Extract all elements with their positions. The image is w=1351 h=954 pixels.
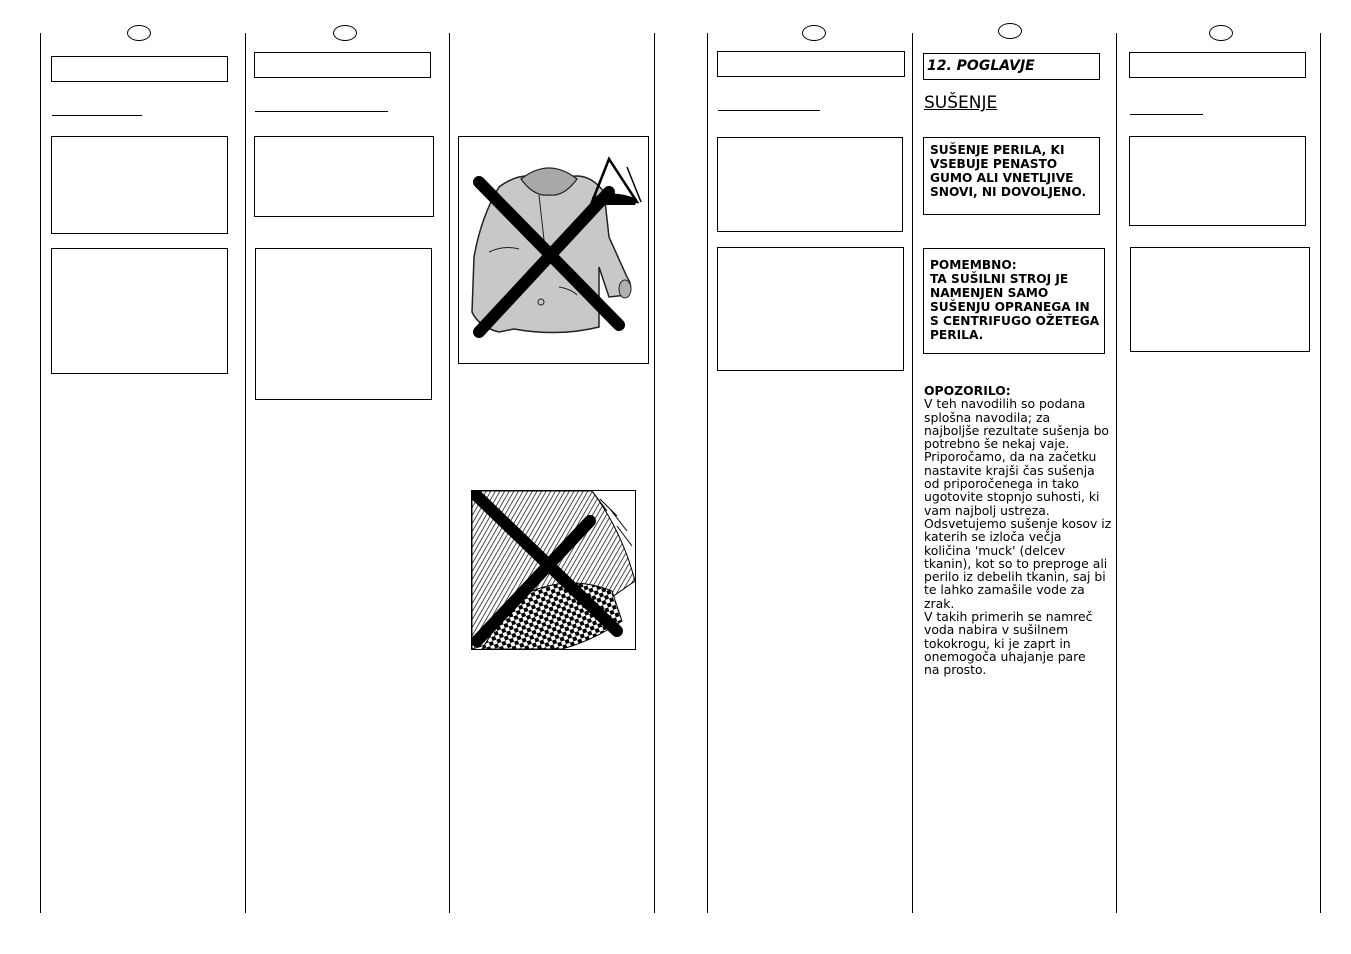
- chapter-box-empty: [51, 56, 228, 82]
- warning-line: na prosto.: [924, 662, 987, 678]
- warning-line: te lahko zamašile vode za: [924, 582, 1085, 598]
- notice-box-empty: [1129, 136, 1306, 226]
- column-divider: [654, 33, 655, 913]
- notice-box-empty: [254, 136, 434, 217]
- warning-line: splošna navodila; za: [924, 409, 1051, 425]
- warning-line: onemogoča uhajanje pare: [924, 648, 1086, 664]
- foam-rubber-notice: [923, 137, 1100, 215]
- column-divider: [1116, 33, 1117, 913]
- warning-line: vam najbolj ustreza.: [924, 502, 1050, 518]
- warning-line: od priporočenega in tako: [924, 476, 1079, 492]
- warning-line: voda nabira v sušilnem: [924, 622, 1069, 638]
- notice-line: PERILA.: [930, 328, 984, 342]
- chapter-box-empty: [717, 51, 905, 77]
- chapter-box-empty: [1129, 52, 1306, 78]
- column-divider: [912, 33, 913, 913]
- column-divider: [245, 33, 246, 913]
- warning-line: katerih se izloča večja: [924, 529, 1062, 545]
- heading-underline: [52, 115, 142, 116]
- column-divider: [449, 33, 450, 913]
- notice-box-empty: [51, 136, 228, 234]
- warning-text: [924, 384, 1110, 677]
- chapter-label: 12. POGLAVJE: [923, 53, 1100, 80]
- language-oval: [998, 23, 1022, 39]
- notice-line: SUŠENJU OPRANEGA IN: [930, 300, 1090, 314]
- no-rug-icon: [472, 491, 635, 649]
- warning-line: tokokrogu, ki je zaprt in: [924, 635, 1071, 651]
- notice-line: TA SUŠILNI STROJ JE: [930, 272, 1069, 286]
- heading-underline: [1130, 114, 1203, 115]
- warning-line: količina 'muck' (delcev: [924, 542, 1066, 558]
- warning-line: tkanin), kot so to preproge ali: [924, 555, 1108, 571]
- warning-line: nastavite krajši čas sušenja: [924, 462, 1095, 478]
- no-rug-illustration: [471, 490, 636, 650]
- notice-line: SUŠENJE PERILA, KI: [930, 143, 1065, 157]
- column-divider: [40, 33, 41, 913]
- column-divider: [1320, 33, 1321, 913]
- warning-line: zrak.: [924, 595, 955, 611]
- chapter-box-empty: [254, 52, 431, 78]
- warning-line: V takih primerih se namreč: [924, 609, 1093, 625]
- important-notice: [923, 248, 1105, 354]
- warning-line: ugotovite stopnjo suhosti, ki: [924, 489, 1100, 505]
- notice-line: GUMO ALI VNETLJIVE: [930, 171, 1074, 185]
- column-divider: [707, 33, 708, 913]
- notice-box-empty: [51, 248, 228, 374]
- warning-line: V teh navodilih so podana: [924, 396, 1086, 412]
- warning-line: najboljše rezultate sušenja bo: [924, 422, 1110, 438]
- heading-underline: [718, 110, 820, 111]
- notice-line: POMEMBNO:: [930, 258, 1017, 272]
- notice-line: NAMENJEN SAMO: [930, 286, 1049, 300]
- warning-title: OPOZORILO:: [924, 383, 1011, 398]
- heading-underline: [255, 111, 388, 112]
- notice-line: VSEBUJE PENASTO: [930, 157, 1058, 171]
- warning-line: Odsvetujemo sušenje kosov iz: [924, 515, 1112, 531]
- no-foam-jacket-illustration: [458, 136, 649, 364]
- language-oval: [127, 25, 151, 41]
- notice-line: S CENTRIFUGO OŽETEGA: [930, 314, 1100, 328]
- no-foam-jacket-icon: [459, 137, 648, 363]
- warning-line: potrebno še nekaj vaje.: [924, 436, 1070, 452]
- warning-line: Priporočamo, da na začetku: [924, 449, 1097, 465]
- notice-box-empty: [255, 248, 432, 400]
- language-oval: [1209, 25, 1233, 41]
- language-oval: [333, 25, 357, 41]
- warning-line: perilo iz debelih tkanin, saj bi: [924, 569, 1106, 585]
- notice-box-empty: [1130, 247, 1310, 352]
- section-title: SUŠENJE: [924, 93, 998, 113]
- notice-box-empty: [717, 137, 903, 232]
- language-oval: [802, 25, 826, 41]
- notice-line: SNOVI, NI DOVOLJENO.: [930, 185, 1087, 199]
- notice-box-empty: [717, 247, 904, 371]
